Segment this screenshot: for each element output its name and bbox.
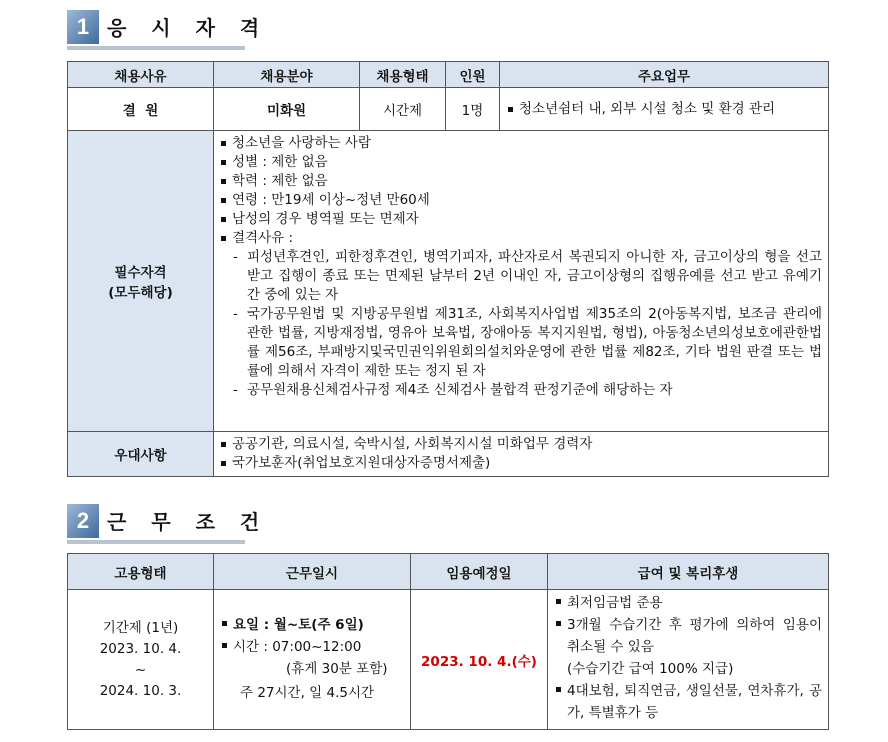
section-title: 근 무 조 건 (107, 510, 269, 534)
list-item: 공공기관, 의료시설, 숙박시설, 사회복지시설 미화업무 경력자 (219, 435, 822, 454)
list-item: 연령 : 만19세 이상~정년 만60세 (219, 191, 822, 210)
list-item: 남성의 경우 병역필 또는 면제자 (219, 210, 822, 229)
schedule-cell (214, 590, 411, 730)
required-content-cell (214, 131, 829, 432)
field-cell: 미화원 (214, 88, 360, 131)
header-schedule: 근무일시 (214, 554, 411, 590)
required-row (68, 131, 829, 432)
section-title: 응 시 자 격 (107, 16, 269, 40)
table-header-row (68, 62, 829, 88)
list-item: 4대보험, 퇴직연금, 생일선물, 연차휴가, 공가, 특별휴가 등 (554, 680, 822, 724)
employment-tilde: ~ (134, 661, 147, 678)
schedule-days: 요일 : 월~토(주 6일) (220, 614, 410, 636)
preference-row (68, 432, 829, 477)
list-item: 3개월 수습기간 후 평가에 의하여 임용이 취소될 수 있음 (554, 614, 822, 658)
section-number-badge: 2 (67, 504, 99, 538)
duty-cell (500, 88, 829, 131)
conditions-table (67, 553, 829, 730)
header-duty: 주요업무 (500, 62, 829, 88)
section-underline (67, 540, 245, 544)
list-item: 국가보훈자(취업보호지원대상자증명서제출) (219, 454, 822, 473)
disqualification-item: - 공무원채용신체검사규정 제4조 신체검사 불합격 판정기준에 해당하는 자 (219, 381, 822, 400)
employment-end: 2024. 10. 3. (99, 682, 182, 699)
table-row (68, 88, 829, 131)
table-row (68, 590, 829, 730)
benefits-cell (548, 590, 829, 730)
type-cell: 시간제 (360, 88, 446, 131)
list-item: 최저임금법 준용 (554, 592, 822, 614)
section-number-badge: 1 (67, 10, 99, 44)
list-item: 청소년을 사랑하는 사람 (219, 134, 822, 153)
required-label-sub: (모두해당) (108, 285, 173, 301)
preference-label: 우대사항 (68, 432, 214, 477)
list-item: 성별 : 제한 없음 (219, 153, 822, 172)
preference-content-cell (214, 432, 829, 477)
header-reason: 채용사유 (68, 62, 214, 88)
schedule-time: 시간 : 07:00~12:00 (220, 636, 410, 658)
disqualification-item: - 피성년후견인, 피한정후견인, 병역기피자, 파산자로서 복권되지 아니한 자, 금고이상의 형을 선고 받고 집행이 종료 또는 면제된 날부터 2년 이내인 자, 금고이상형의 집행유예를 선고 받고 유예기간 중에 있는 자 (219, 248, 822, 305)
employment-cell (68, 590, 214, 730)
duty-item: 청소년쉼터 내, 외부 시설 청소 및 환경 관리 (506, 100, 828, 119)
header-type: 채용형태 (360, 62, 446, 88)
header-start-date: 임용예정일 (411, 554, 548, 590)
schedule-break: (휴게 30분 포함) (286, 660, 388, 677)
required-label-cell (68, 131, 214, 432)
disqualification-item: - 국가공무원법 및 지방공무원법 제31조, 사회복지사업법 제35조의 2(아동복지법, 보조금 관리에 관한 법률, 지방재정법, 영유아 보육법, 장애아동 복지지원법, 형법), 아동청소년의성보호에관한법률 제56조, 부패방지및국민권익위원회의설치와운영에 관한 법률 제82조, 기타 법원 판결 또는 법률에 의해서 자격이 제한 또는 정지 된 자 (219, 305, 822, 381)
required-label: 필수자격 (114, 265, 167, 281)
header-benefits: 급여 및 복리후생 (548, 554, 829, 590)
qualifications-table (67, 61, 829, 477)
employment-type: 기간제 (1년) (102, 619, 179, 636)
header-employment: 고용형태 (68, 554, 214, 590)
section-underline (67, 46, 245, 50)
benefit-note: (수습기간 급여 100% 지급) (567, 661, 734, 677)
header-count: 인원 (446, 62, 500, 88)
list-item: 결격사유 : (219, 229, 822, 248)
schedule-weekly: 주 27시간, 일 4.5시간 (240, 684, 375, 701)
list-item: 학력 : 제한 없음 (219, 172, 822, 191)
reason-cell: 결 원 (68, 88, 214, 131)
table-header-row (68, 554, 829, 590)
employment-start: 2023. 10. 4. (99, 640, 182, 657)
count-cell: 1명 (446, 88, 500, 131)
start-date-cell: 2023. 10. 4.(수) (411, 590, 548, 730)
header-field: 채용분야 (214, 62, 360, 88)
